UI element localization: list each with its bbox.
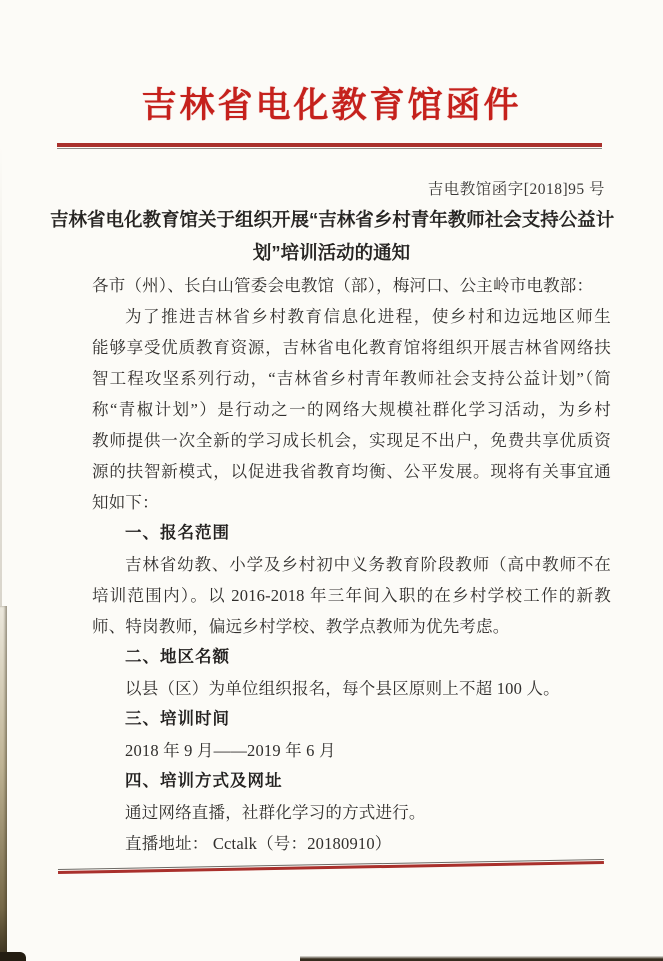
intro-line: 能够享受优质教育资源，吉林省电化教育馆将组织开展吉林省网络扶	[92, 338, 611, 357]
subject-title-line-1: 吉林省电化教育馆关于组织开展“吉林省乡村青年教师社会支持公益计	[50, 209, 615, 230]
intro-line: 教师提供一次全新的学习成长机会，实现足不出户，免费共享优质资	[92, 431, 611, 450]
section-4-line: 通过网络直播，社群化学习的方式进行。	[125, 803, 426, 822]
section-1-line: 培训范围内）。以 2016-2018 年三年间入职的在乡村学校工作的新教	[92, 586, 611, 605]
intro-line: 称“青椒计划”）是行动之一的网络大规模社群化学习活动，为乡村	[92, 400, 611, 419]
intro-line: 为了推进吉林省乡村教育信息化进程，使乡村和边远地区师生	[125, 307, 611, 326]
section-4-line: 直播地址： Cctalk（号：20180910）	[125, 834, 392, 853]
salutation-line: 各市（州）、长白山管委会电教馆（部），梅河口、公主岭市电教部：	[92, 276, 594, 295]
letterhead-rule-red	[57, 143, 602, 147]
letterhead-title: 吉林省电化教育馆函件	[141, 86, 522, 125]
intro-line: 知如下：	[92, 493, 159, 512]
intro-line: 智工程攻坚系列行动，“吉林省乡村青年教师社会支持公益计划”（简	[92, 369, 611, 388]
section-2-heading: 二、地区名额	[125, 648, 230, 666]
section-1-line: 吉林省幼教、小学及乡村初中义务教育阶段教师（高中教师不在	[125, 555, 611, 574]
scan-corner-smudge	[0, 952, 26, 961]
document-body	[92, 270, 611, 859]
intro-line: 源的扶智新模式，以促进我省教育均衡、公平发展。现将有关事宜通	[92, 462, 611, 481]
subject-title-line-2: 划”培训活动的通知	[252, 242, 411, 263]
letterhead-rule-thin	[57, 148, 602, 149]
doc-number: 吉电教馆函字[2018]95 号	[427, 181, 605, 198]
section-4-heading: 四、培训方式及网址	[125, 772, 283, 790]
section-2-line: 以县（区）为单位组织报名，每个县区原则上不超 100 人。	[125, 679, 560, 698]
subject-title	[50, 203, 613, 269]
letterhead-rule	[57, 143, 602, 149]
scan-edge-bottom-artifact	[300, 956, 663, 961]
footer-rule	[58, 859, 604, 874]
scan-edge-left-artifact	[0, 606, 7, 961]
section-1-line: 师、特岗教师，偏远乡村学校、教学点教师为优先考虑。	[92, 617, 510, 636]
section-1-heading: 一、报名范围	[125, 524, 230, 542]
section-3-heading: 三、培训时间	[125, 710, 230, 728]
section-3-line: 2018 年 9 月——2019 年 6 月	[125, 741, 336, 760]
